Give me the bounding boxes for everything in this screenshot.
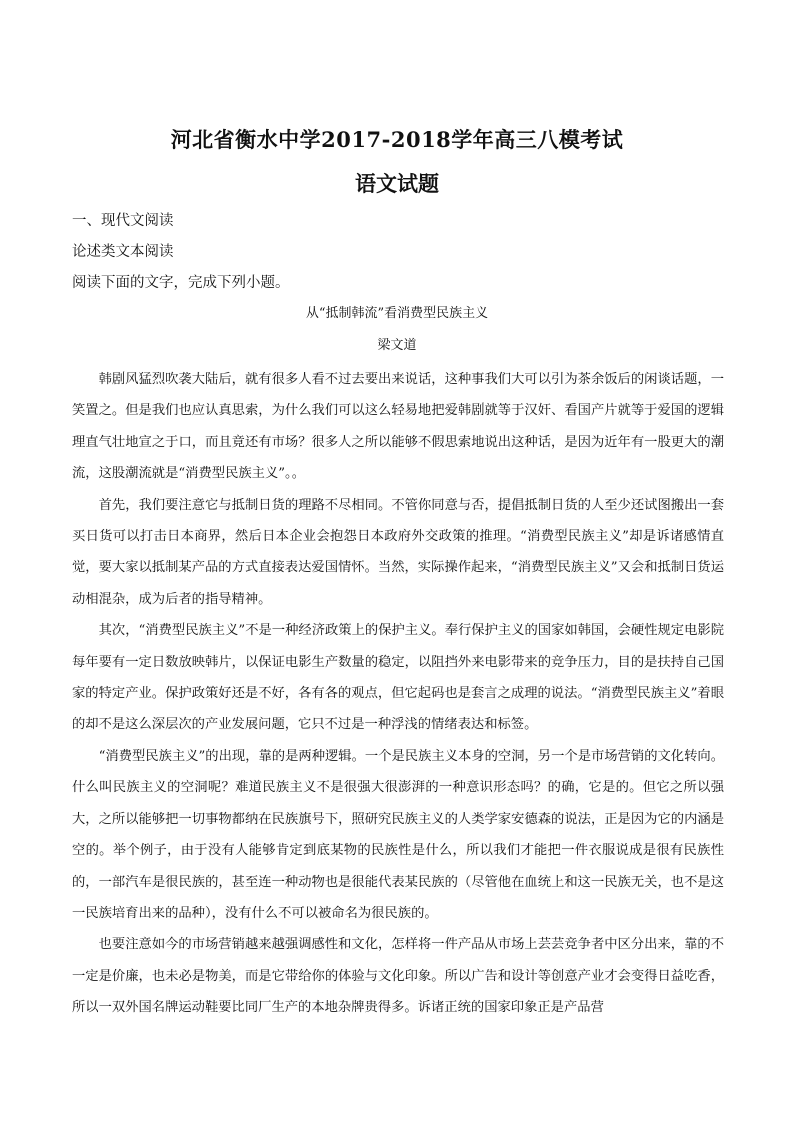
article-author: 梁文道 — [377, 338, 417, 353]
article-body — [72, 364, 724, 1024]
exam-subtitle: 语文试题 — [355, 171, 439, 196]
article-paragraph: 首先，我们要注意它与抵制日货的理路不尽相同。不管你同意与否，提倡抵制日货的人至少还试图搬出一套买日货可以打击日本商界，然后日本企业会抱怨日本政府外交政策的推理。“消费型民族主义”却是诉诸感情直觉，要大家以抵制某产品的方式直接表达爱国情怀。当然，实际操作起来，“消费型民族主义”又会和抵制日货运动相混杂，成为后者的指导精神。 — [72, 497, 724, 607]
subsection-heading: 论述类文本阅读 — [72, 244, 174, 260]
reading-instruction: 阅读下面的文字，完成下列小题。 — [72, 275, 290, 291]
article-paragraph: “消费型民族主义”的出现，靠的是两种逻辑。一个是民族主义本身的空洞，另一个是市场营销的文化转向。什么叫民族主义的空洞呢？难道民族主义不是很强大很澎湃的一种意识形态吗？的确，它是的。但它之所以强大，之所以能够把一切事物都纳在民族旗号下，照研究民族主义的人类学家安德森的说法，正是因为它的内涵是空的。举个例子，由于没有人能够肯定到底某物的民族性是什么，所以我们才能把一件衣服说成是很有民族性的，一部汽车是很民族的，甚至连一种动物也是很能代表某民族的（尽管他在血统上和这一民族无关，也不是这一民族培育出来的品种），没有什么不可以被命名为很民族的。 — [72, 748, 724, 921]
article-paragraph: 其次，“消费型民族主义”不是一种经济政策上的保护主义。奉行保护主义的国家如韩国，会硬性规定电影院每年要有一定日数放映韩片，以保证电影生产数量的稳定，以阻挡外来电影带来的竞争压力，目的是扶持自己国家的特定产业。保护政策好还是不好，各有各的观点，但它起码也是套言之成理的说法。“消费型民族主义”着眼的却不是这么深层次的产业发展问题，它只不过是一种浮浅的情绪表达和标签。 — [72, 623, 724, 733]
section-heading: 一、现代文阅读 — [72, 213, 174, 229]
article-paragraph: 韩剧风猛烈吹袭大陆后，就有很多人看不过去要出来说话，这种事我们大可以引为茶余饭后的闲谈话题，一笑置之。但是我们也应认真思索，为什么我们可以这么轻易地把爱韩剧就等于汉奸、看国产片就等于爱国的逻辑理直气壮地宣之于口，而且竟还有市场？很多人之所以能够不假思索地说出这种话，是因为近年有一股更大的潮流，这股潮流就是“消费型民族主义”。。 — [72, 372, 724, 482]
article-title: 从“抵制韩流”看消费型民族主义 — [305, 306, 489, 321]
exam-title: 河北省衡水中学2017-2018学年高三八模考试 — [170, 127, 624, 152]
article-paragraph: 也要注意如今的市场营销越来越强调感性和文化，怎样将一件产品从市场上芸芸竞争者中区分出来，靠的不一定是价廉，也未必是物美，而是它带给你的体验与文化印象。所以广告和设计等创意产业才会变得日益吃香，所以一双外国名牌运动鞋要比同厂生产的本地杂牌贵得多。诉诸正统的国家印象正是产品营 — [72, 937, 724, 1016]
